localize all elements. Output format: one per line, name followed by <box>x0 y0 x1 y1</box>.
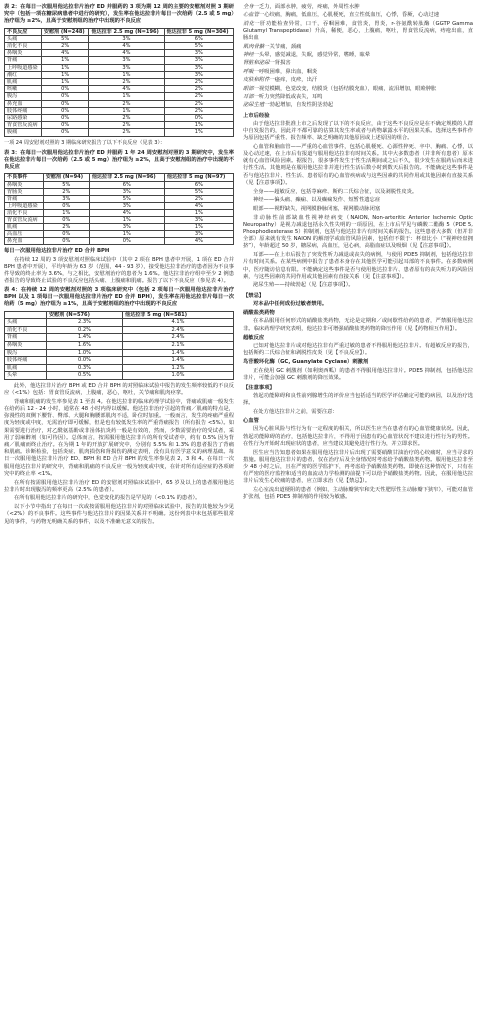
table-cell: 0% <box>41 129 89 136</box>
table-cell: 2.3% <box>47 319 123 327</box>
table-cell: 肢体疼痛 <box>5 107 42 114</box>
table-cell: 0% <box>41 93 89 100</box>
table-cell: 肌痛 <box>5 364 47 372</box>
table-cell: 腹泻 <box>5 93 42 100</box>
paragraph: 背痛和肌痛的发生率参见表 1 至表 4。在他达拉非的临床药理学试验中，背痛或肌痛一般发生在给药后 12 - 24 小时，通常在 48 小时内得以缓解。他达拉非治疗引起的背痛／肌痛的特点是，弥漫性的双侧下腰背、臀部、大腿和胸腰部肌肉不适，卧位时加重。一般而言，发生的疼痛严重程度为轻度或中度，无需治疗即可缓解，但是也有较低发生率的严重背痛报告（所有报告 <5%）。如果需要进行治疗，对乙酰氨基酚或非甾体抗炎药一般是有效的，然而，少数需要治疗的受试者，采用了弱麻醉剂（如可待因）。总体而言，按需服用他达拉非片的所有受试者中，约有 0.5% 因为背痛／肌痛而终止治疗。在为期 1 年的开放扩展研究中，分别有 5.5% 和 1.3% 的患者报告了背痛和肌痛。诊断检验，包括炎症、肌肉损伤和肾损伤的测定表明，没有具有医学意义的病理基础。每日一次服用他达拉非片治疗 ED、BPH 和 ED 合并 BPH 的发生率参见表 2，3 和 4。在每日一次服用他达拉非片的研究中，背痛和肌痛的不良反应一般为轻度或中度，在针对所有适应症的各项研究中的终止率 <1%。 <box>4 398 234 477</box>
table-cell: 1% <box>89 107 164 114</box>
table-cell: 1% <box>89 217 164 224</box>
column-header: 安慰剂 (N=94) <box>43 174 89 181</box>
table-row <box>5 349 234 357</box>
adverse-event-system-item <box>243 44 473 51</box>
table-row <box>5 71 234 78</box>
table3-caption: 表 3：在每日一次服用他达拉非片治疗 ED 并服药 1 年 24 周安慰剂对照的 3 期研究中，发生率在他达拉非片每日一次给药（2.5 或 5 mg）治疗组为 ≥2%，且高于安慰剂组的治疗中出现的不良反应 <box>4 149 234 171</box>
table-cell: 2% <box>89 115 164 122</box>
table-cell: 5% <box>89 195 164 202</box>
column-header: 不良反应 <box>5 28 42 35</box>
column-header: 他达拉非 2.5 mg (N=96) <box>89 174 164 181</box>
adverse-event-system-item <box>243 60 473 67</box>
table-cell: 1.4% <box>123 357 234 365</box>
table-cell: 1% <box>41 79 89 86</box>
table-cell: 鼻充血 <box>5 238 44 245</box>
system-name: 心血管 <box>243 12 259 19</box>
paragraph: 以下小节中指出了在每日一次或按需服用他达拉非片的对照临床试验中，报告的其他较为少见（<2%）的不良事件。这些事件与他达拉非片的因果关系并不明确。这份列表中未包括那些很常见的事件，与药物无明确关系的事件，以及不准确无意义的报告。 <box>4 504 234 525</box>
adverse-event-system-item <box>243 94 473 101</box>
paragraph: 泌尿生殖——持续勃起（见【注意事项】）。 <box>253 282 354 289</box>
column-header: 不良事件 <box>5 174 44 181</box>
table-cell: 0% <box>41 107 89 114</box>
table-cell: 2% <box>164 107 233 114</box>
table-cell: 3% <box>164 57 233 64</box>
table-row <box>5 238 234 245</box>
table-cell: 1% <box>164 122 233 129</box>
table-cell: 腹痛 <box>5 129 42 136</box>
right-column <box>243 4 473 503</box>
table-row <box>5 57 234 64</box>
table-header-row <box>5 174 234 181</box>
table-header-row <box>5 28 234 35</box>
table-cell: 2% <box>164 93 233 100</box>
system-events: 一乏力，面部水肿，疲劳，疼痛，外周性水肿 <box>253 4 360 10</box>
table-cell: 上呼吸道感染 <box>5 202 44 209</box>
column-header: 他达拉非 5 mg (N=304) <box>164 28 233 35</box>
table4 <box>4 311 234 380</box>
table-row <box>5 372 234 380</box>
table-cell: 4% <box>89 43 164 50</box>
table-cell: 1% <box>41 71 89 78</box>
table-cell: 1.0% <box>123 372 234 380</box>
table-cell: 头晕 <box>5 372 47 380</box>
table-cell: 0% <box>41 86 89 93</box>
table-row <box>5 217 234 224</box>
table-cell: 上呼吸道感染 <box>5 64 42 71</box>
precautions-intro: 勃起功能障碍和良性前列腺增生的评价应当包括适当的医学评估确定可能的病因，以及治疗选择。 <box>243 393 473 407</box>
table-cell: 2% <box>41 43 89 50</box>
column-header: 安慰剂 (N=576) <box>47 311 123 319</box>
paragraph: 心血管和脑血管——严重的心血管事件，包括心肌梗死、心源性猝死、卒中、胸痛、心悸，以及心动过速，在上市后有报道与服用他达拉非有时间关系。其中大多数患者（并非所有患者）原本就有心血管风险因素。据报告，很多事件发生于性生活期间或之后不久，很少发生在服药后而未进行性生活。其他则是在服用他达拉非并进行性生活后数小时到数天后报告的。不能确定这些事件是否与他达拉非片、性生活、患者原有的心血管疾病或与这些因素的共同作用或其他因素有直接关系（见【注意事项】）。 <box>243 143 473 186</box>
system-name: 肾脏和泌尿 <box>243 60 270 67</box>
table-cell: 消化不良 <box>5 209 44 216</box>
table-cell: 鼻咽炎 <box>5 50 42 57</box>
paragraph: 医生应当告知患者如果在服用他达拉非片后出现了需要硝酸甘油治疗的心绞痛时，应当寻求的措施。服用他达拉非片的患者，仅在治疗后及全身情况时考虑给予硝酸盐类药物。服用他达拉非至少 48 小时之后，且在严密的医学监护下，再考虑给予硝酸盐类药物。即使在这种情况下，只有在有严密的医疗监控和适当的血流动力学检测的前提下可以给予硝酸盐类药物。因此，在服用他达拉非片后发生心绞痛的患者，应立即求治（见【禁忌】）。 <box>243 449 473 485</box>
section-heading: 上市后经验 <box>243 112 270 119</box>
table-cell: 1.6% <box>47 341 123 349</box>
table-cell: 6% <box>164 181 233 188</box>
table-cell: 5% <box>164 188 233 195</box>
table-row <box>5 188 234 195</box>
bph-paragraph: 在持续 12 周的 3 项安慰剂对照临床试验中（其中 2 项在 BPH 患者中开展，1 项在 ED 合并 BPH 患者中开展），平均年龄为 63 岁（范围，44 - 93 岁），接受他达拉非治疗的患者因为不良事件导致的终止率为 3.6%，与之相比，安慰剂治疗的患者为 1.6%。他达拉非治疗组中至少 2 例患者报告的导致终止试验的不良反应包括头痛、上腹痛和肌痛。报告了以下不良反应（参见表 4）。 <box>4 256 234 285</box>
table-cell: 4% <box>89 50 164 57</box>
gc-stimulator-title: 鸟苷酸环化酶（GC, Guanylate Cyclase）刺激剂 <box>243 359 369 366</box>
table-cell: 3% <box>89 57 164 64</box>
paragraph: 此外，他达拉非片治疗 BPH 或 ED 合并 BPH 的对照临床试验中报告的发生频率较低的不良反应（<1%）包括：胃食管反流病，上腹痛，恶心，呕吐，关节痛和肌肉痉挛。 <box>4 382 234 397</box>
table-cell: 胃食管反流病 <box>5 122 42 129</box>
table-cell: 2% <box>164 100 233 107</box>
table-row <box>5 224 234 231</box>
nitrates-text: 在本品服用任何形式的硝酸盐类药物，无论是定期和／或间歇性给药的患者，严禁服用他达拉非。临床药理学研究表明，他达拉非可增强硝酸盐类药物的降压作用（见【药物相互作用】）。 <box>243 318 473 332</box>
table-cell: 1.0% <box>47 349 123 357</box>
table-cell: 腹泻 <box>5 349 47 357</box>
adverse-event-system-item <box>243 52 473 59</box>
table-cell: 胃肠炎 <box>5 188 44 195</box>
table-cell: 0.3% <box>47 364 123 372</box>
table-row <box>5 231 234 238</box>
table-cell: 0.2% <box>47 326 123 334</box>
table-cell: 6% <box>89 181 164 188</box>
system-name: 眼部 <box>243 85 254 92</box>
left-column <box>4 4 234 527</box>
system-events: 一勃起增加，自发性阴茎勃起 <box>264 102 334 109</box>
table-cell: 1% <box>164 129 233 136</box>
table-cell: 3% <box>164 231 233 238</box>
adverse-event-system-item <box>243 102 473 109</box>
system-name: 神经 <box>243 51 254 58</box>
table-cell: 2% <box>89 79 164 86</box>
table-row <box>5 357 234 365</box>
table-cell: 4% <box>164 202 233 209</box>
adverse-event-system-item <box>243 86 473 93</box>
table-cell: 背痛 <box>5 334 47 342</box>
table-row <box>5 341 234 349</box>
table-row <box>5 43 234 50</box>
table-row <box>5 326 234 334</box>
table-cell: 0% <box>41 122 89 129</box>
system-events: 一头晕，感觉减退，失眠，感觉异常，嗜睡，眩晕 <box>253 51 371 58</box>
adverse-event-system-list <box>243 4 473 110</box>
table-cell: 2% <box>89 122 164 129</box>
contraindications-intro: 对本品中任何成份过敏者禁用。 <box>253 300 328 307</box>
table-row <box>5 79 234 86</box>
precautions-heading: 【注意事项】 <box>243 384 275 391</box>
table-cell: 0% <box>43 202 89 209</box>
table-cell: 3% <box>43 195 89 202</box>
paragraph: 因为心脏风险与性行为有一定程度的相关，所以医生应当在患者有的心血管健康状况。因此，勃起功能障碍的治疗，包括他达拉非片，不得用于因患有的心血管状况不建议进行性行为的男性。在性行为开始时出现症状的患者，应当建议其避免进行性行为，并立即求医。 <box>243 426 473 447</box>
table-cell: 2% <box>43 224 89 231</box>
table-row <box>5 86 234 93</box>
table-cell: 2% <box>164 195 233 202</box>
table-cell: 2% <box>89 100 164 107</box>
precautions-intro-2: 在处方他达拉非片之前，需要注意： <box>253 409 338 416</box>
table-cell: 1.4% <box>123 349 234 357</box>
table-cell: 背痛 <box>5 195 44 202</box>
table3 <box>4 173 234 245</box>
table-row <box>5 100 234 107</box>
system-name: 呼吸 <box>243 68 254 75</box>
table-cell: 0% <box>89 238 164 245</box>
table-row <box>5 35 234 42</box>
table-cell: 头痛 <box>5 319 47 327</box>
table-row <box>5 202 234 209</box>
system-events: 一呼吸困难，鼻出血，咽炎 <box>253 68 318 75</box>
system-name: 肌肉骨骼 <box>243 43 265 50</box>
table-cell: 肢体疼痛 <box>5 357 47 365</box>
table-row <box>5 107 234 114</box>
table-cell: 0% <box>41 115 89 122</box>
table-row <box>5 209 234 216</box>
system-events: 一肝功能检查异常，口干，吞咽困难，食管炎，胃炎，r-谷氨酰转肽酶（GGTP Gamma Glutamyl Transpeptidase）升高，稀便，恶心，上腹痛，呕吐，胃食管反流病，痔疮出血，直肠出血 <box>243 20 473 42</box>
table-cell: 0% <box>41 100 89 107</box>
table-cell: 胃食管反流病 <box>5 217 44 224</box>
table-cell: 高血压 <box>5 231 44 238</box>
table-cell: 1.4% <box>47 334 123 342</box>
gc-stimulator-text: 正在使用 GC 刺激剂（如利奥西呱）的患者不得服用他达拉非片。PDE5 抑制剂，包括他达拉非片，可能会加强 GC 刺激剂的降压效果。 <box>243 367 473 381</box>
table-cell: 潮红 <box>5 71 42 78</box>
system-name: 泌尿生殖 <box>243 102 265 109</box>
table-cell: 3% <box>89 202 164 209</box>
table-row <box>5 364 234 372</box>
table-cell: 背痛 <box>5 57 42 64</box>
adverse-event-system-item <box>243 12 473 19</box>
table-cell: 3% <box>89 35 164 42</box>
table-cell: 4.1% <box>123 319 234 327</box>
table-row <box>5 93 234 100</box>
system-events: 一听力突然降低或丧失，耳鸣 <box>253 93 323 100</box>
table-cell: 3% <box>164 50 233 57</box>
table-row <box>5 129 234 136</box>
table-cell: 1% <box>89 231 164 238</box>
system-events: 一关节痛，颈痛 <box>264 43 302 50</box>
table-cell: 1% <box>164 209 233 216</box>
paragraph: 全身——超敏反应，包括荨麻疹、斯约二氏综合征，以及剥脱性皮炎。 <box>253 188 418 195</box>
table-cell: 2.1% <box>123 341 234 349</box>
table-cell: 消化不良 <box>5 43 42 50</box>
system-name: 耳部 <box>243 93 254 100</box>
table-cell: 鼻充血 <box>5 100 42 107</box>
table-cell: 3% <box>89 64 164 71</box>
system-events: 一肾损害 <box>269 60 291 67</box>
table-cell: 肌痛 <box>5 224 44 231</box>
table-cell: 0% <box>43 217 89 224</box>
paragraph: 由于他达拉非批准上市之后发现了以下的不良反应，由于这些不良反应是在不确定规模的人群中自发报告的，因此并不都可靠的估算其发生率或者与药物暴露水平的因果关系。选择这些事件作为原因包括严重性、报告频率、缺乏明确的其他原因或上述原因的组合。 <box>243 120 473 142</box>
adverse-event-system-item <box>243 69 473 76</box>
table-cell: 4% <box>89 86 164 93</box>
paragraph: 左心室流出道梗阻的患者（例如，主动脉瓣狭窄和先天性肥厚性主动脉瓣下狭窄），可能对血管扩张剂，包括 PDE5 抑制剂的作用较为敏感。 <box>243 487 473 501</box>
contraindications-heading: 【禁忌】 <box>243 292 265 299</box>
table-cell: 1.2% <box>123 364 234 372</box>
hypersensitivity-text: 已知对他达拉非片或对他达拉非有严重过敏的患者不得服用他达拉非片。有超敏反应的报告，包括斯约二氏综合征和剥脱性皮炎（见【不良反应】）。 <box>243 342 473 357</box>
table-cell: 2% <box>43 188 89 195</box>
column-header: 他达拉非 5 mg (N=97) <box>164 174 233 181</box>
paragraph: 神经——偏头痛、癫痫、以及癫痫发作、短暂性遗忘症 <box>253 197 381 204</box>
adverse-event-system-item <box>243 21 473 43</box>
table2 <box>4 28 234 137</box>
table-cell: 2.4% <box>123 326 234 334</box>
table-cell: 3% <box>164 217 233 224</box>
table-cell: 2% <box>89 129 164 136</box>
adverse-event-system-item <box>243 4 473 11</box>
table-cell: 3% <box>89 224 164 231</box>
table-row <box>5 115 234 122</box>
system-name: 皮肤和附件 <box>243 77 270 84</box>
table2-caption: 表 2：在每日一次服用他达拉非片治疗 ED 并服药的 3 项为期 12 周的主要的安慰剂对照 3 期研究中（包括一项在糖尿病患者中进行的研究），发生率在他达拉非片每日一次给药（2.5 或 5 mg）治疗组为 ≥2%，且高于安慰剂组的治疗中出现的不良反应 <box>4 4 234 25</box>
system-name: 消化 <box>243 20 255 27</box>
bph-heading: 每日一次服用他达拉非片治疗 ED 合并 BPH <box>4 248 110 255</box>
table-cell: 4% <box>164 238 233 245</box>
table-cell: 4% <box>41 50 89 57</box>
table-row <box>5 195 234 202</box>
table4-caption: 表 4：在持续 12 周的安慰剂对照的 3 项临床研究中（包括 2 项每日一次服用他达拉非片治疗 BPH 以及 1 项每日一次服用他达拉非片治疗 ED 合并 BPH），发生率在用他达拉非片每日一次给药（5 mg）治疗组为 ≥1%，且高于安慰剂组的治疗中出现的不良反应 <box>4 286 234 308</box>
table-cell: 3% <box>164 71 233 78</box>
column-header: 他达拉非 5 mg (N=581) <box>123 311 234 319</box>
table-cell: 0% <box>43 238 89 245</box>
column-header: 他达拉非 2.5 mg (N=196) <box>89 28 164 35</box>
table-row <box>5 334 234 342</box>
table-cell: 鼻咽炎 <box>5 181 44 188</box>
system-events: 一心绞痛，胸痛，低血压，心肌梗死，直立性低血压，心悸，昏厥，心动过速 <box>258 12 440 19</box>
table2-note: 一项 24 周安慰剂对照的 3 期临床研究报告了以下不良反应（见表 3）： <box>4 139 166 146</box>
table-row <box>5 319 234 327</box>
table-row <box>5 181 234 188</box>
table-cell: 2% <box>164 79 233 86</box>
table-cell: 6% <box>164 35 233 42</box>
table-cell: 鼻咽炎 <box>5 341 47 349</box>
table-cell: 5% <box>41 35 89 42</box>
table-cell: 1% <box>89 71 164 78</box>
paragraph: 在所有服用他达拉非片的研究中，色觉变化的报告是罕见的（<0.1% 的患者）。 <box>14 495 201 502</box>
table-cell: 4% <box>89 209 164 216</box>
table-cell: 1% <box>43 209 89 216</box>
table-cell: 0.0% <box>47 357 123 365</box>
table-cell: 肌痛 <box>5 79 42 86</box>
nitrates-title: 硝酸盐类药物 <box>243 310 275 317</box>
table-cell: 3% <box>164 64 233 71</box>
table-cell: 2% <box>164 86 233 93</box>
paragraph: 非动脉性前部缺血性视神经病变（NAION, Non-arteritic Anterior Ischemic Optic Neuropathy）是视力减退包括永久性失明的一项原因，在上市后罕见与磷酸二酯酶 5（PDE 5, Phosphodiesterase 5）抑制剂，包括与他达拉非片有时间关系的报告。这些患者大多数（但并非全部）原来就有发生 NAION 的解剖学或血管风险因素，包括但不限于：杯盘比小（“视神经盘拥挤”），年龄超过 50 岁，糖尿病，高血压，冠心病，高脂血症以及吸烟（见【注意事项】）。 <box>243 214 473 250</box>
table-cell: 0% <box>164 115 233 122</box>
table-cell: 1% <box>164 224 233 231</box>
table-cell: 2.4% <box>123 334 234 342</box>
hypersensitivity-title: 超敏反应 <box>243 334 265 341</box>
table-cell: 3% <box>89 188 164 195</box>
column-header <box>5 311 47 319</box>
cardiovascular-title: 心血管 <box>243 418 259 425</box>
table-row <box>5 64 234 71</box>
table-cell: 1% <box>41 57 89 64</box>
paragraph: 眼部——视野缺失，视网膜静脉闭塞，视网膜动脉闭塞 <box>253 205 381 212</box>
column-header: 安慰剂 (N=248) <box>41 28 89 35</box>
system-events: 一瘙痒，皮疹，出汗 <box>269 77 318 84</box>
table-row <box>5 122 234 129</box>
table-cell: 尿路感染 <box>5 115 42 122</box>
table-cell: 0.5% <box>47 372 123 380</box>
adverse-event-system-item <box>243 77 473 84</box>
table-row <box>5 50 234 57</box>
system-name: 全身 <box>243 4 254 10</box>
table-cell: 1% <box>89 93 164 100</box>
table-cell: 咳嗽 <box>5 86 42 93</box>
table-cell: 0% <box>43 231 89 238</box>
table-header-row <box>5 311 234 319</box>
table-cell: 头痛 <box>5 35 42 42</box>
paragraph: 在所有按需服用他达拉非片治疗 ED 的安慰剂对照临床试验中，65 岁及以上的患者服用他达拉非片时出现腹泻的频率更高（2.5% 的患者）。 <box>4 479 234 493</box>
system-events: 一视觉模糊，色觉改变，结膜炎（包括结膜充血），眼痛，流泪增加，眼睑肿胀 <box>253 85 437 92</box>
table-cell: 1% <box>41 64 89 71</box>
paragraph: 耳部——在上市后报告了突发性听力减退或丧失的病例，与使用 PDE5 抑制剂，包括他达拉非片有时间关系。在某些病例中报告了患者本身存在其他医学可能引起耳部的不良事件。在多数病例中，医疗随访信息有限。不能确定这些事件是否与使用他达拉非片、患者原有的丧失听力的风险因素，与这些因素的共同作用或其他因素有直接关系（见【注意事项】）。 <box>243 252 473 280</box>
table-cell: 5% <box>43 181 89 188</box>
table-cell: 消化不良 <box>5 326 47 334</box>
table-cell: 5% <box>164 43 233 50</box>
